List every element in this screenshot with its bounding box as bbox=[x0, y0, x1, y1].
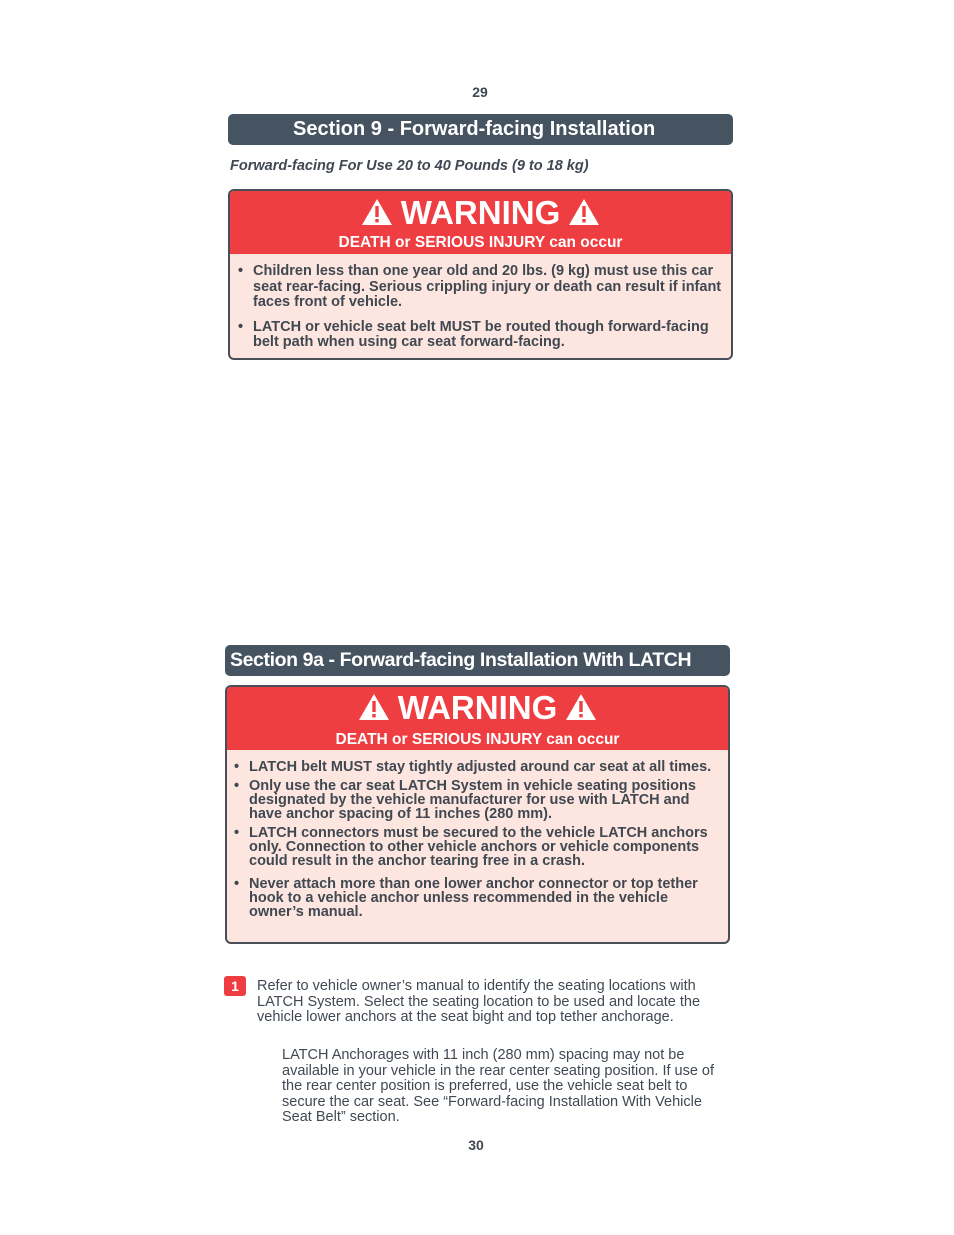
section-9-title-bar bbox=[228, 114, 733, 145]
section-9a-title: Section 9a - Forward-facing Installation With LATCH bbox=[230, 649, 692, 671]
step-number-badge: 1 bbox=[224, 976, 246, 996]
step-1-note: LATCH Anchorages with 11 inch (280 mm) spacing may not be available in your vehicle in the rear center seating position. If use of the rear center position is preferred, use the vehicle seat belt to secure the car seat. See “Forward-facing Installation With Vehicle Seat Belt” section. bbox=[282, 1047, 715, 1126]
warning-triangle-icon bbox=[358, 693, 390, 721]
warning-title-row bbox=[230, 191, 731, 231]
warning-subtitle: DEATH or SERIOUS INJURY can occur bbox=[338, 234, 623, 251]
warning-bullet: • LATCH connectors must be secured to the vehicle LATCH anchors only. Connection to other vehicle anchors or vehicle components could result in the anchor tearing free in a crash. bbox=[229, 826, 718, 868]
warning-title-row bbox=[227, 687, 728, 726]
page-number-30: 30 bbox=[468, 1137, 484, 1153]
warning-title: WARNING bbox=[400, 193, 561, 231]
warning-triangle-icon bbox=[568, 198, 600, 226]
warning-box-forward-facing bbox=[228, 189, 733, 360]
warning-header bbox=[227, 687, 728, 750]
warning-bullet: • LATCH or vehicle seat belt MUST be routed though forward-facing belt path when using car seat forward-facing. bbox=[233, 320, 723, 351]
warning-bullet-list bbox=[227, 750, 728, 919]
warning-bullet: • Only use the car seat LATCH System in vehicle seating positions designated by the vehicle manufacturer for use with LATCH and have anchor spacing of 11 inches (280 mm). bbox=[229, 779, 718, 821]
warning-subtitle: DEATH or SERIOUS INJURY can occur bbox=[335, 731, 620, 748]
step-1-text: Refer to vehicle owner’s manual to identify the seating locations with LATCH System. Select the seating location to be used and locate the vehicle lower anchors at the seat bight and top tether anchorage. bbox=[257, 978, 701, 1026]
warning-bullet-list bbox=[230, 254, 731, 351]
weight-range-subtitle: Forward-facing For Use 20 to 40 Pounds (9 to 18 kg) bbox=[230, 158, 589, 174]
section-9a-title-bar bbox=[225, 645, 730, 676]
warning-header bbox=[230, 191, 731, 254]
section-9-title: Section 9 - Forward-facing Installation bbox=[293, 118, 656, 140]
warning-title: WARNING bbox=[397, 688, 558, 726]
warning-bullet: • LATCH belt MUST stay tightly adjusted around car seat at all times. bbox=[229, 760, 718, 774]
page-number-29: 29 bbox=[472, 84, 488, 100]
warning-bullet: • Children less than one year old and 20 lbs. (9 kg) must use this car seat rear-facing. Serious crippling injury or death can result if infant faces front of vehicle. bbox=[233, 264, 723, 311]
warning-triangle-icon bbox=[361, 198, 393, 226]
warning-bullet: • Never attach more than one lower anchor connector or top tether hook to a vehicle anchor unless recommended in the vehicle owner’s manual. bbox=[229, 877, 718, 919]
warning-triangle-icon bbox=[565, 693, 597, 721]
warning-box-latch bbox=[225, 685, 730, 944]
